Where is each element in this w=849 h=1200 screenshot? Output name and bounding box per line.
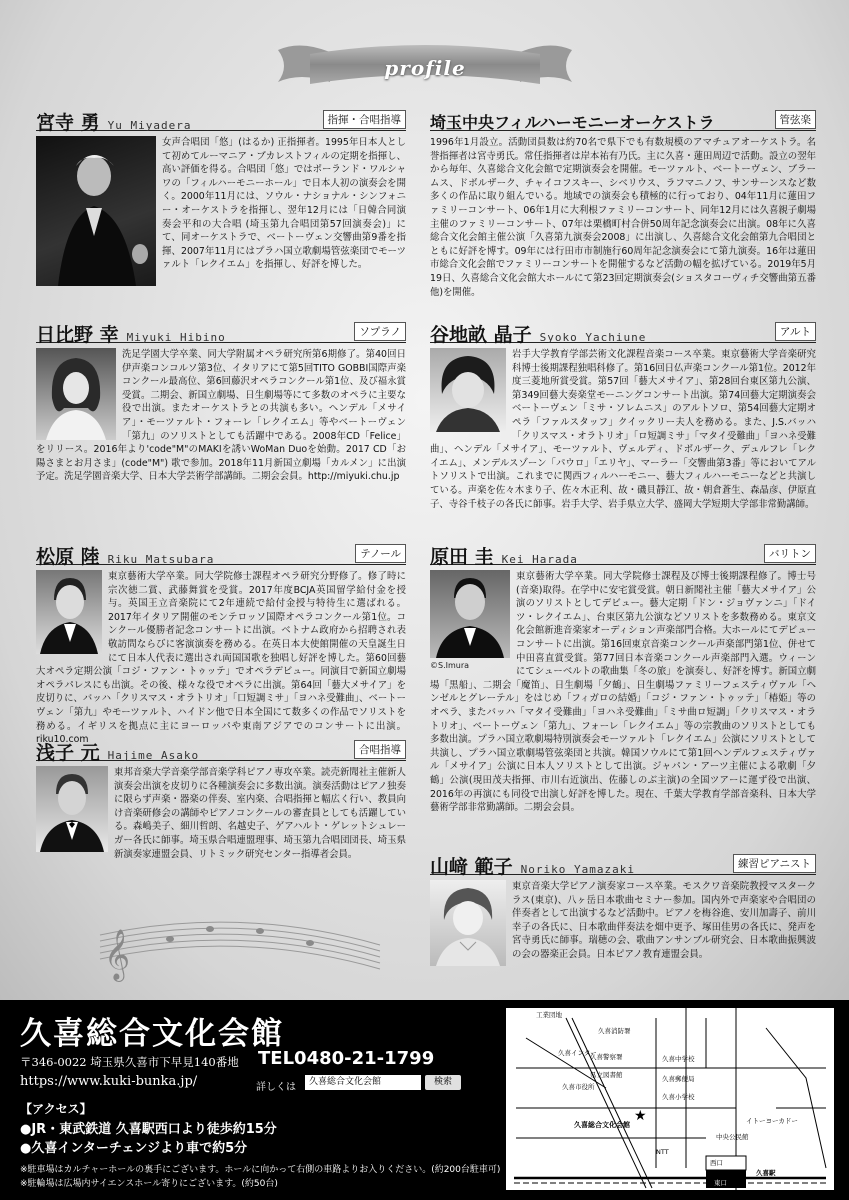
profile-header (36, 542, 406, 568)
profile-body: 1996年1月設立。活動団員数は約70名で県下でも有数規模のアマチュアオーケストラ。名誉指揮者は宮寺勇氏。常任指揮者は岸本祐有乃氏。主に久喜・蓮田周辺で活動。設立の翌年から毎年、久喜総合文化会館で定期演奏会を開催。モーツァルト、ベートーヴェン、ブラームス、ドボルザーク、チャイコフスキー、シベリウス、ラフマニノフ、サンサーンスなど数多くの作品に取り組んでいる。地域での演奏会も積極的に行っており、04年11月に蓮田ファミリーコンサート、06年1月に大利根ファミリーコンサート、同年12月には久喜親子劇場主催のファミリーコンサート、07年は栗橋町村合併50周年記念演奏会に出演。08年に久喜総合文化会館主催公演「久喜第九演奏会2008」に出演し、久喜総合文化会館第九合唱団とともに好評を博す。09年には行田市市制施行60周年記念演奏会にて第九演奏。16年は蓮田市総合文化会館でファミリーコンサートを開催するなど活動の幅を拡げている。2019年5月19日、久喜総合文化会館大ホールにて第23回定期演奏会(ショスタコーヴィチ交響曲第五番他)を開催。 (430, 137, 816, 298)
photo-credit: ©S.Imura (430, 661, 470, 670)
profile-header (36, 320, 406, 346)
search-button[interactable]: 検索 (425, 1075, 461, 1090)
baritone-photo (430, 570, 510, 658)
search-input[interactable]: 久喜総合文化会館 (305, 1075, 421, 1090)
venue-name: 久喜総合文化会館 (20, 1016, 284, 1052)
profile-name: 松原 陸 Riku Matsubara (36, 546, 215, 568)
map-venue-label: 久喜総合文化会館 (574, 1121, 630, 1129)
profile-body: 岩手大学教育学部芸術文化課程音楽コース卒業。東京藝術大学音楽研究科博士後期課程独唱科修了。第16回日仏声楽コンクール第1位。2012年度三菱地所賞受賞。第57回「藝大メサイア」、第28回台東区第九公演、第349回藝大奏楽堂モーニングコンサート出演。第74回藝大定期演奏会ベートーヴェン「ミサ・ソレムニス」のアルトソロ、第54回藝大定期オペラ「ファルスタッフ」クイックリー夫人を務める。また、J.S.バッハ「クリスマス・オラトリオ」「ロ短調ミサ」「マタイ受難曲」「ヨハネ受難曲」、ヘンデル「メサイア」、モーツァルト、ヴェルディ、ドボルザーク、デュルフレ「レクイエム」、メンデルスゾーン「パウロ」「エリヤ」、マーラー「交響曲第3番」等においてアルトソリストで出演。これまでに関西フィルハーモニー、藝大フィルハーモニーなどと共演している。声楽を佐々木まり子、佐々木正利、故・磯貝靜江、故・朝倉蒼生、森晶彦、伊原直子、寺谷千枝子の各氏に師事。岩手大学、岩手県立大学、盛岡大学短期大学部非常勤講師。 (430, 349, 817, 510)
profile-name: 日比野 幸 Miyuki Hibino (36, 324, 226, 346)
profile-role: テノール (355, 544, 406, 563)
soprano-photo (36, 348, 116, 440)
profile-header (430, 108, 816, 131)
access-train: ●JR・東武鉄道 久喜駅西口より徒歩約15分 (20, 1122, 277, 1137)
profile-name: 浅子 元 Hajime Asako (36, 742, 200, 764)
profile-harada (430, 542, 816, 842)
svg-text:𝄞: 𝄞 (104, 929, 131, 980)
profile-body: ©S.Imura 東京藝術大学卒業。同大学院修士課程及び博士後期課程修了。博士号(音楽)取得。在学中に安宅賞受賞。朝日新聞社主催「藝大メサイア」公演のソリストとしてデビュー。藝大定期「ドン・ジョヴァンニ」「ドイツ・レクイエム」、台東区第九公演などソリストを多数務める。東京文化会館新進音楽家オーディション声楽部門合格。大ホールにてデビューコンサートに出演。第16回東京音楽コンクール声楽部門第1位、併せて中田喜直賞受賞。第77回日本音楽コンクール声楽部門入選。ウィーンにてシューベルトの歌曲集「冬の旅」を演奏し、好評を博す。新国立劇場「黒船」、二期会「魔笛」、日生劇場「夕鶴」、日生劇場ファミリーフェスティヴァル「ヘンゼルとグレーテル」をはじめ「フィガロの結婚」「コジ・ファン・トゥッテ」「椿姫」等のオペラ、またバッハ「マタイ受難曲」「ヨハネ受難曲」「ミサ曲ロ短調」「クリスマス・オラトリオ」、ベートーヴェン「第九」、フォーレ「レクイエム」等の宗教曲のソリストとしても多数出演。プラハ国立歌劇場特別演奏会モーツァルト「レクイエム」公演にソリストとして共演し、プラハ国立歌劇場管弦楽団と共演。韓国ソウルにて第1回ヘンデルフェスティヴァル「メサイア」公演に日本人ソリストとして出演。ジャパン・アーツ主催による歌劇「夕鶴」公演(現田茂夫指揮、市川右近演出、佐藤しのぶ主演)の全国ツアーに運ず役で出演、2016年の再演にも同役で出演し好評を博した。現在、千葉大学教育学部音楽科、日本大学藝術学部非常勤講師。二期会会員。 (430, 571, 816, 814)
profile-orchestra (430, 108, 816, 313)
banner-title: profile (384, 56, 466, 80)
profile-role: アルト (775, 322, 816, 341)
map-label: 久喜警察署 (590, 1053, 623, 1061)
profile-name: 宮寺 勇 Yu Miyadera (36, 112, 192, 134)
profile-header (430, 320, 816, 346)
profile-yamazaki (430, 852, 816, 992)
profile-header (36, 738, 406, 764)
parking-note: ※駐車場はカルチャーホールの裏手にございます。ホールに向かって右側の車路よりお入りください。(約200台駐車可) (20, 1165, 501, 1175)
profile-body: 東京音楽大学ピアノ演奏家コース卒業。モスクワ音楽院教授マスタークラス(東京)、八ヶ岳日本歌曲セミナー参加。国内外で声楽家や合唱団の伴奏者として出演するなど活動中。ピアノを梅谷進、安川加壽子、前川幸子の各氏に、日本歌曲伴奏法を畑中更予、塚田佳男の各氏に、発声を宮寺勇氏に師事。瑞穂の会、歌曲アンサンブル研究会、日本歌曲振興波の会の器楽正会員。日本ピアノ教育連盟会員。 (430, 880, 816, 968)
profile-hibino (36, 320, 406, 505)
profile-role: 練習ピアニスト (733, 854, 816, 873)
venue-url[interactable]: https://www.kuki-bunka.jp/ (20, 1074, 198, 1089)
map-label: 久喜中学校 (662, 1055, 695, 1063)
map-label: イトーヨーカドー (746, 1117, 798, 1125)
profile-miyadera (36, 108, 406, 313)
map-label: 中央公民館 (716, 1133, 749, 1141)
profile-name: 埼玉中央フィルハーモニーオーケストラ (430, 113, 715, 132)
map-label: 県立図書館 (590, 1071, 623, 1079)
profile-header (36, 108, 406, 134)
profile-name: 山﨑 範子 Noriko Yamazaki (430, 856, 635, 878)
profile-body: 東邦音楽大学音楽学部音楽学科ピアノ専攻卒業。読売新聞社主催新人演奏会出演を皮切りに各種演奏会に多数出演。演奏活動はピアノ独奏に限らず声楽・器楽の伴奏、室内楽、合唱指揮と幅広く行い、教員向け音楽研修会の講師やピアノコンクールの審査員としても活躍している。森嶋美子、細川哲朗、名越史子、ゲアハルト・ゲレットシュレーガー各氏に師事。埼玉県合唱連盟理事、埼玉第九合唱団団長、埼玉県新演奏家連盟会員、リトミック研究センター指導者会員。 (36, 766, 406, 861)
venue-address: 〒346-0022 埼玉県久喜市下早見140番地 (20, 1055, 239, 1069)
profile-name: 原田 圭 Kei Harada (430, 546, 578, 568)
footer (0, 1000, 849, 1200)
profile-matsubara (36, 542, 406, 746)
profile-body: 東京藝術大学卒業。同大学院修士課程オペラ研究分野修了。修了時に宗次徳二賞、武藤舞賞を受賞。2017年度BCJA英国留学給付金を授与。英国王立音楽院にて2年連続で給付金授与特待生に選ばれる。2017年イタリア開催のモンテロッソ国際オペラコンクール第1位。コンクール優勝者記念コンサートに出演。ベトナム政府から招聘され表敬訪問ならびに客演演奏を務める。在英日本大使館開催の天皇誕生日にて日本人代表に選出され両国国歌を独唱し好評を博した。第60回藝大オペラ定期公演「コジ・ファン・トゥッテ」でオペラデビュー。同演目で新国立劇場オペラパレスにも出演。その後、様々な役でオペラに出演。第64回「藝大メサイア」を皮切りに、バッハ「クリスマス・オラトリオ」「口短調ミサ」「ヨハネ受難曲」、ベートーヴェン「第九」やモーツァルト、ハイドン他で日本全国にて数多くの作品でソリストを務める。イギリスを拠点に主にヨーロッパや東南アジアでのコンサートに出演。riku10.com (36, 571, 406, 746)
map-label: NTT (656, 1148, 669, 1156)
map-label: 久喜小学校 (662, 1093, 695, 1101)
alto-photo (430, 348, 506, 432)
access-car: ●久喜インターチェンジより車で約5分 (20, 1141, 248, 1156)
venue-phone[interactable]: TEL0480-21-1799 (258, 1048, 435, 1069)
map-label: 久喜インター (558, 1049, 597, 1057)
profile-role: ソプラノ (354, 322, 406, 341)
map-label: 東口 (714, 1179, 727, 1187)
profile-role: 合唱指導 (354, 740, 406, 759)
pianist-photo (430, 880, 506, 966)
map-label: 工業団地 (536, 1011, 562, 1019)
profile-role: 管弦楽 (775, 110, 817, 129)
detail-label: 詳しくは (256, 1082, 296, 1093)
baritone-photo-block (430, 570, 510, 670)
profile-banner (270, 38, 580, 100)
profile-name: 谷地畝 晶子 Syoko Yachiune (430, 324, 647, 346)
map-label: 久喜消防署 (598, 1027, 631, 1035)
profile-asako (36, 738, 406, 928)
profile-header (430, 852, 816, 878)
tenor-photo (36, 570, 102, 654)
profile-role: 指揮・合唱指導 (323, 110, 407, 129)
access-heading: 【アクセス】 (20, 1102, 92, 1116)
map-label: 西口 (710, 1159, 723, 1167)
map-label: 久喜市役所 (562, 1083, 595, 1091)
profile-body: 洗足学園大学卒業、同大学附属オペラ研究所第6期修了。第40回日伊声楽コンコルソ第3位、イタリアにて第5回TITO GOBBI国際声楽コンクール最高位、第6回藤沢オペラコンクール第1位、及び福永賞受賞。二期会、新国立劇場、日生劇場等にて多数のオペラに主要な役で出演。またオーケストラとの共演も多い。ヘンデル「メサイア」・モーツァルト・フォーレ「レクイエム」等やベートーヴェン「第九」のソリストとしても活躍中である。2008年CD「Felice」をリリース。2016年より'code"M"のMAKIを誘いWoMan Duoを始動。2017 CD「お陽さまとお月さま」(code"M") 歌で参加。2018年11月新国立劇場「カルメン」に出演予定。洗足学園音楽大学、日本大学芸術学部講師。二期会会員。http://miyuki.chu.jp (36, 349, 406, 483)
bicycle-note: ※駐輪場は広場内サイエンスホール寄りにございます。(約50台) (20, 1179, 278, 1189)
conductor-photo (36, 136, 156, 286)
profile-yachiune (430, 320, 816, 540)
map-label: 久喜駅 (756, 1169, 776, 1177)
profile-body: 女声合唱団「悠」(はるか) 正指揮者。1995年日本人として初めてルーマニア・ブカレストフィルの定期を指揮し、高い評価を得る。合唱団「悠」ではポーランド・ワルシャワの「フィルハーモニーホール」で日本人初の演奏会を開く。2000年11月には、ソウル・ナショナル・シンフォニー・オーケストラを指揮し、翌年12月には「日韓合同演奏会平和の大合唱 (埼玉第九合唱団第57回演奏会)」にて、同オーケストラで、ベートーヴェン交響曲第9番を指揮、2007年11月にはプラハ国立歌劇場管弦楽団でモーツァルト「レクイエム」を指揮し、好評を博した。 (162, 137, 406, 271)
profile-header (430, 542, 816, 568)
star-marker-icon: ★ (634, 1108, 647, 1124)
music-staff-decoration (90, 905, 390, 995)
profile-role: バリトン (764, 544, 816, 563)
access-map[interactable] (506, 1008, 834, 1190)
asako-photo (36, 766, 108, 852)
map-label: 久喜郵便局 (662, 1075, 695, 1083)
